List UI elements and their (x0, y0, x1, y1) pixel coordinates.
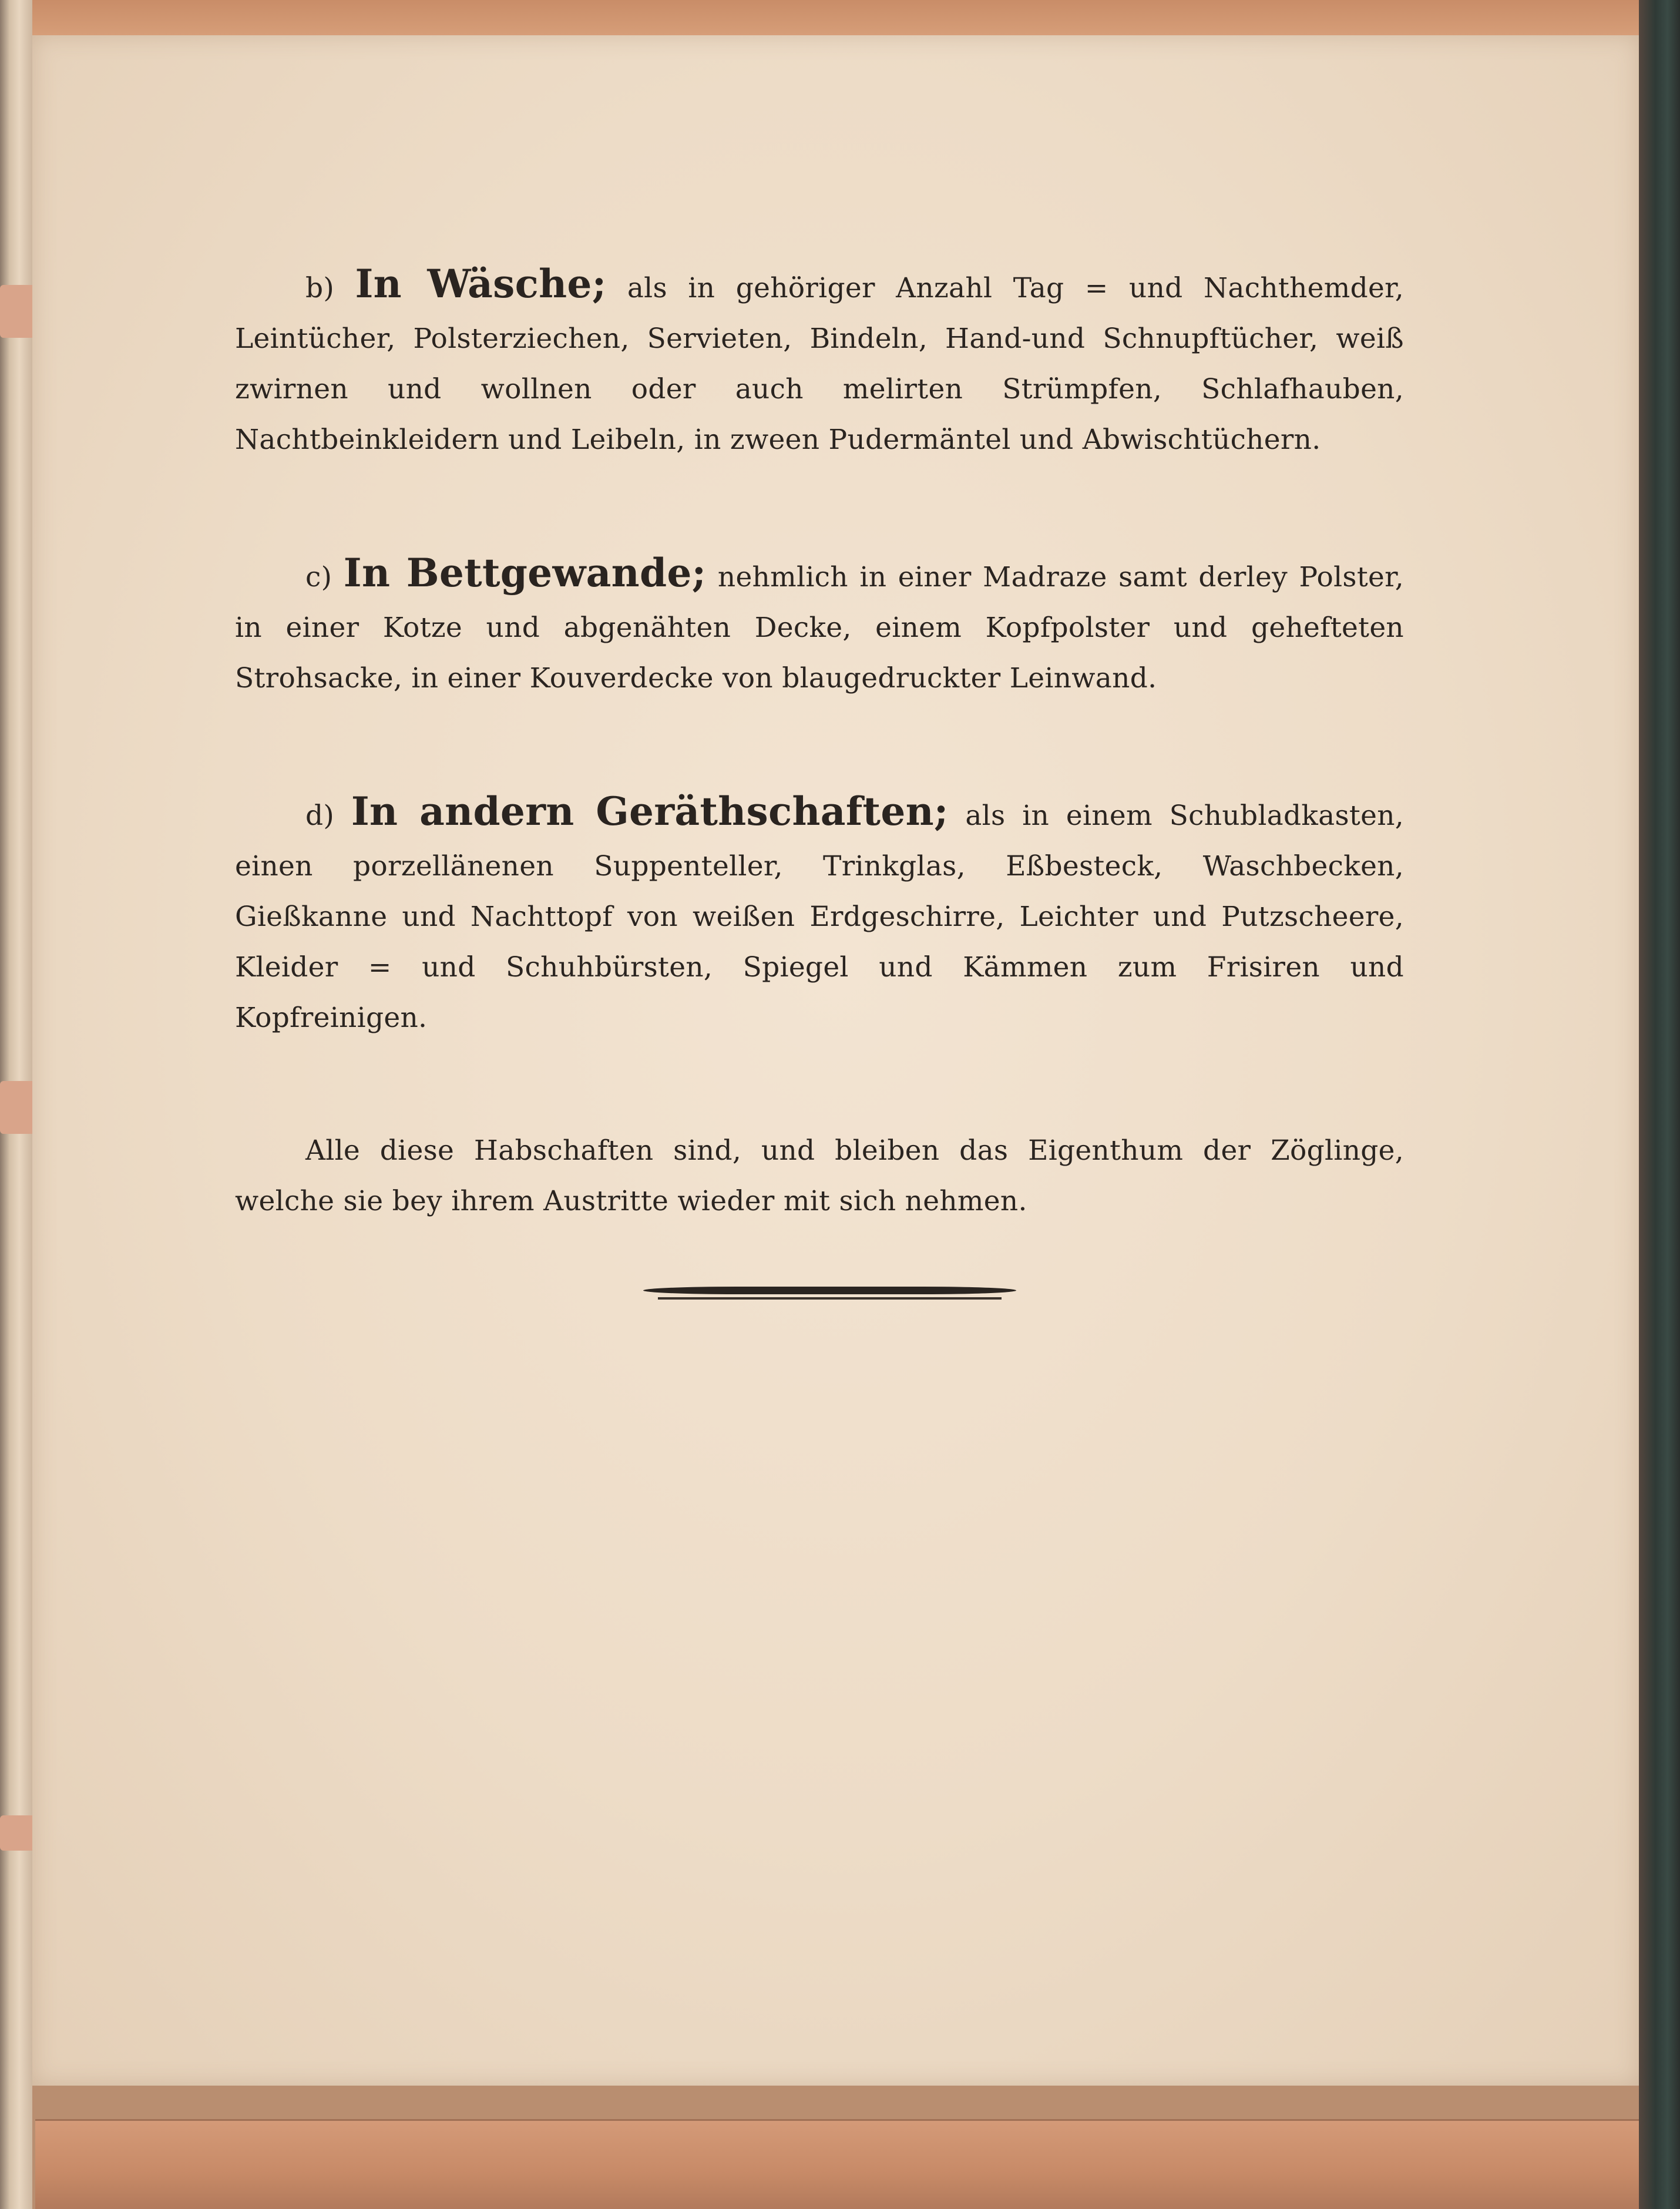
paragraph-label: c) (305, 561, 332, 593)
end-rule-thick (643, 1287, 1016, 1294)
cover-board-bottom (35, 2119, 1657, 2209)
paragraph-heading: In Bettgewande; (343, 550, 707, 596)
book-page (32, 35, 1639, 2086)
paragraph-body: nehmlich in einer Madraze samt derley Polster, in einer Kotze und abgenähten Decke, einem Kopfpolster und gehefteten Strohsacke, in einer Kouverdecke von blaugedruckter Leinwand. (235, 561, 1404, 694)
paragraph-heading: In Wäsche; (355, 261, 607, 307)
book-spine (1639, 0, 1680, 2209)
paragraph-d (235, 786, 1404, 1043)
page-text (235, 258, 1404, 1309)
paragraph-label: d) (305, 800, 335, 832)
paragraph-b (235, 258, 1404, 465)
paragraph-label: b) (305, 272, 335, 304)
paragraph-body: Alle diese Habschaften sind, und bleiben das Eigenthum der Zöglinge, welche sie bey ihrem Austritte wieder mit sich nehmen. (235, 1134, 1404, 1217)
paragraph-closing (235, 1126, 1404, 1227)
paragraph-heading: In andern Geräthschaften; (351, 788, 949, 834)
paragraph-body: als in gehöriger Anzahl Tag = und Nachthemder, Leintücher, Polsterziechen, Servieten, Bindeln, Hand-und Schnupftücher, weiß zwirnen und wollnen oder auch melirten Strümpfen, Schlafhauben, Nachtbeinkleidern und Leibeln, in zween Pudermäntel und Abwischtüchern. (235, 272, 1404, 456)
end-rule-thin (658, 1297, 1002, 1300)
end-rule (643, 1287, 1016, 1298)
paragraph-c (235, 548, 1404, 704)
paragraph-body: als in einem Schubladkasten, einen porzellänenen Suppenteller, Trinkglas, Eßbesteck, Waschbecken, Gießkanne und Nachttopf von weißen Erdgeschirre, Leichter und Putzscheere, Kleider = und Schuhbürsten, Spiegel und Kämmen zum Frisiren und Kopfreinigen. (235, 800, 1405, 1034)
